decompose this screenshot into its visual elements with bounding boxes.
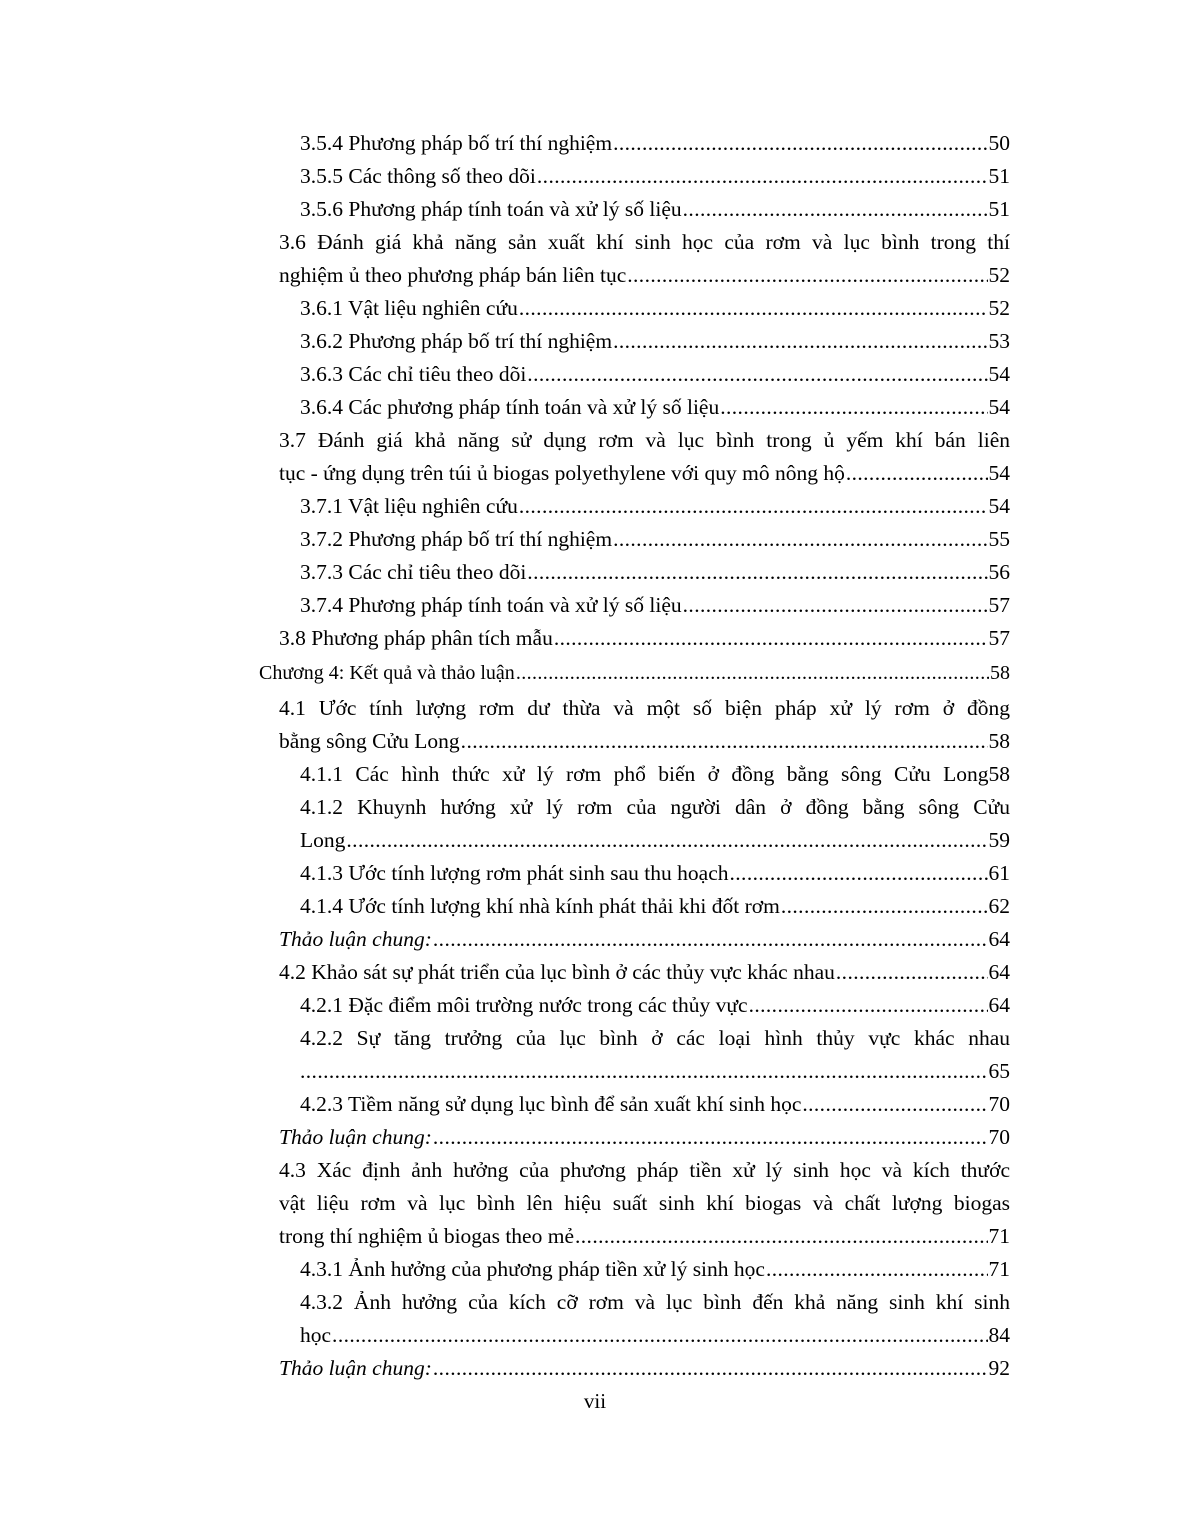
toc-entry-4-3-line1[interactable]: 4.3 Xác định ảnh hưởng của phương pháp tiền xử lý sinh học và kích thước — [279, 1158, 1010, 1182]
toc-entry-3-7-line1[interactable]: 3.7 Đánh giá khả năng sử dụng rơm và lục bình trong ủ yếm khí bán liên — [279, 428, 1010, 452]
dot-leader — [781, 890, 988, 923]
toc-entry-title: trong thí nghiệm ủ biogas theo mẻ — [279, 1224, 574, 1248]
toc-entry-title: Thảo luận chung: — [279, 1125, 432, 1149]
dot-leader — [433, 1121, 988, 1154]
toc-entry-page: 70 — [988, 1092, 1010, 1116]
toc-entry-page: 59 — [988, 828, 1010, 852]
toc-entry-3-6-3[interactable] — [300, 358, 1010, 391]
toc-entry-page: 58 — [988, 729, 1010, 753]
toc-entry-title: bằng sông Cửu Long — [279, 729, 460, 753]
toc-entry-page: 52 — [988, 296, 1010, 320]
toc-entry-4-1-3[interactable] — [300, 857, 1010, 890]
toc-entry-3-7-1[interactable] — [300, 490, 1010, 523]
toc-entry-title: Thảo luận chung: — [279, 927, 432, 951]
dot-leader — [802, 1088, 987, 1121]
toc-entry-title: 4.2.3 Tiềm năng sử dụng lục bình để sản xuất khí sinh học — [300, 1092, 802, 1116]
toc-entry-4-3-2-line1[interactable]: 4.3.2 Ảnh hưởng của kích cỡ rơm và lục bình đến khả năng sinh khí sinh — [300, 1290, 1010, 1314]
dot-leader — [613, 523, 987, 556]
toc-entry-title: Thảo luận chung: — [279, 1356, 432, 1380]
toc-entry-3-8[interactable] — [279, 622, 1010, 655]
dot-leader — [516, 657, 989, 690]
toc-entry-4-1[interactable] — [279, 725, 1010, 758]
toc-entry-page: 71 — [988, 1224, 1010, 1248]
toc-entry-4-2-2-line1[interactable]: 4.2.2 Sự tăng trưởng của lục bình ở các loại hình thủy vực khác nhau — [300, 1026, 1010, 1050]
toc-entry-page: 57 — [988, 593, 1010, 617]
dot-leader — [346, 824, 987, 857]
toc-entry-3-7-2[interactable] — [300, 523, 1010, 556]
toc-entry-3-5-6[interactable] — [300, 193, 1010, 226]
toc-entry-4-2-1[interactable] — [300, 989, 1010, 1022]
dot-leader — [433, 1352, 988, 1385]
toc-entry-discussion-3[interactable] — [279, 1352, 1010, 1385]
toc-entry-page: 62 — [988, 894, 1010, 918]
toc-entry-title: 3.7.2 Phương pháp bố trí thí nghiệm — [300, 527, 613, 551]
toc-entry-page: 64 — [988, 927, 1010, 951]
toc-entry-3-5-5[interactable] — [300, 160, 1010, 193]
toc-entry-4-3[interactable] — [279, 1220, 1010, 1253]
dot-leader — [527, 358, 987, 391]
toc-entry-3-7[interactable] — [279, 457, 1010, 490]
toc-entry-title: 3.7.4 Phương pháp tính toán và xử lý số liệu — [300, 593, 682, 617]
toc-entry-title: 3.5.4 Phương pháp bố trí thí nghiệm — [300, 131, 613, 155]
dot-leader — [766, 1253, 988, 1286]
toc-entry-4-1-2[interactable] — [300, 824, 1010, 857]
dot-leader — [720, 391, 987, 424]
toc-entry-title: 3.5.6 Phương pháp tính toán và xử lý số liệu — [300, 197, 682, 221]
toc-entry-discussion-1[interactable] — [279, 923, 1010, 956]
toc-entry-title: 3.6.3 Các chỉ tiêu theo dõi — [300, 362, 527, 386]
toc-entry-page: 64 — [988, 993, 1010, 1017]
toc-entry-title: tục - ứng dụng trên túi ủ biogas polyethylene với quy mô nông hộ — [279, 461, 845, 485]
toc-entry-4-2-2[interactable] — [300, 1055, 1010, 1088]
toc-entry-4-1-4[interactable] — [300, 890, 1010, 923]
dot-leader — [300, 1055, 988, 1088]
toc-entry-title: 4.1.3 Ước tính lượng rơm phát sinh sau thu hoạch — [300, 861, 729, 885]
dot-leader — [537, 160, 988, 193]
toc-entry-page: 55 — [988, 527, 1010, 551]
toc-entry-page: 53 — [988, 329, 1010, 353]
dot-leader — [554, 622, 988, 655]
toc-entry-title: 4.1.4 Ước tính lượng khí nhà kính phát thải khi đốt rơm — [300, 894, 780, 918]
dot-leader — [613, 127, 987, 160]
toc-entry-title: nghiệm ủ theo phương pháp bán liên tục — [279, 263, 627, 287]
dot-leader — [575, 1220, 988, 1253]
toc-entry-page: 64 — [988, 960, 1010, 984]
toc-entry-discussion-2[interactable] — [279, 1121, 1010, 1154]
dot-leader — [749, 989, 988, 1022]
toc-entry-page: 56 — [988, 560, 1010, 584]
toc-entry-title: 3.8 Phương pháp phân tích mẫu — [279, 626, 553, 650]
toc-entry-3-6-4[interactable] — [300, 391, 1010, 424]
toc-entry-page: 58 — [990, 662, 1010, 684]
toc-entry-page: 52 — [988, 263, 1010, 287]
toc-entry-page: 50 — [988, 131, 1010, 155]
dot-leader — [519, 292, 988, 325]
toc-entry-3-5-4[interactable] — [300, 127, 1010, 160]
dot-leader — [627, 259, 987, 292]
toc-entry-title: 3.7.3 Các chỉ tiêu theo dõi — [300, 560, 527, 584]
toc-entry-title: 3.6.2 Phương pháp bố trí thí nghiệm — [300, 329, 613, 353]
toc-entry-title: 3.6.1 Vật liệu nghiên cứu — [300, 296, 518, 320]
toc-entry-3-7-4[interactable] — [300, 589, 1010, 622]
toc-entry-page: 84 — [988, 1323, 1010, 1347]
toc-entry-title: 4.2.1 Đặc điểm môi trường nước trong các thủy vực — [300, 993, 748, 1017]
toc-entry-page: 57 — [988, 626, 1010, 650]
toc-entry-3-6-1[interactable] — [300, 292, 1010, 325]
toc-entry-title: 3.5.5 Các thông số theo dõi — [300, 164, 536, 188]
toc-entry-4-1-2-line1[interactable]: 4.1.2 Khuynh hướng xử lý rơm của người dân ở đồng bằng sông Cửu — [300, 795, 1010, 819]
toc-entry-4-3-1[interactable] — [300, 1253, 1010, 1286]
dot-leader — [613, 325, 987, 358]
toc-entry-page: 61 — [988, 861, 1010, 885]
dot-leader — [519, 490, 988, 523]
toc-entry-title: 3.6.4 Các phương pháp tính toán và xử lý số liệu — [300, 395, 720, 419]
dot-leader — [836, 956, 988, 989]
toc-entry-title: 3.7.1 Vật liệu nghiên cứu — [300, 494, 518, 518]
page-number: vii — [583, 1389, 607, 1413]
toc-entry-page: 51 — [988, 197, 1010, 221]
toc-entry-page: 51 — [988, 164, 1010, 188]
toc-entry-page: 65 — [988, 1059, 1010, 1083]
toc-entry-4-3-2[interactable] — [300, 1319, 1010, 1352]
toc-entry-title: Long — [300, 828, 346, 852]
toc-entry-4-2[interactable] — [279, 956, 1010, 989]
toc-entry-title: Chương 4: Kết quả và thảo luận — [259, 662, 515, 684]
dot-leader — [683, 589, 988, 622]
toc-entry-page: 54 — [988, 395, 1010, 419]
dot-leader — [461, 725, 988, 758]
toc-entry-title: học — [300, 1323, 332, 1347]
toc-entry-4-1-1[interactable]: 4.1.1 Các hình thức xử lý rơm phổ biến ở đồng bằng sông Cửu Long58 — [300, 762, 1010, 786]
toc-entry-title: 4.2 Khảo sát sự phát triển của lục bình ở các thủy vực khác nhau — [279, 960, 835, 984]
dot-leader — [332, 1319, 987, 1352]
toc-entry-page: 92 — [988, 1356, 1010, 1380]
dot-leader — [846, 457, 988, 490]
toc-entry-page: 54 — [988, 362, 1010, 386]
toc-entry-3-6[interactable] — [279, 259, 1010, 292]
toc-entry-page: 70 — [988, 1125, 1010, 1149]
dot-leader — [433, 923, 988, 956]
toc-entry-3-6-2[interactable] — [300, 325, 1010, 358]
toc-entry-4-1-line1[interactable]: 4.1 Ước tính lượng rơm dư thừa và một số biện pháp xử lý rơm ở đồng — [279, 696, 1010, 720]
dot-leader — [527, 556, 987, 589]
dot-leader — [730, 857, 988, 890]
toc-entry-3-7-3[interactable] — [300, 556, 1010, 589]
toc-entry-4-2-3[interactable] — [300, 1088, 1010, 1121]
dot-leader — [683, 193, 988, 226]
toc-entry-page: 71 — [988, 1257, 1010, 1281]
toc-entry-page: 54 — [988, 461, 1010, 485]
toc-entry-chapter-4[interactable] — [259, 657, 1010, 690]
toc-entry-3-6-line1[interactable]: 3.6 Đánh giá khả năng sản xuất khí sinh học của rơm và lục bình trong thí — [279, 230, 1010, 254]
toc-entry-4-3-line2[interactable]: vật liệu rơm và lục bình lên hiệu suất sinh khí biogas và chất lượng biogas — [279, 1191, 1010, 1215]
toc-entry-page: 54 — [988, 494, 1010, 518]
toc-entry-title: 4.3.1 Ảnh hưởng của phương pháp tiền xử lý sinh học — [300, 1257, 765, 1281]
